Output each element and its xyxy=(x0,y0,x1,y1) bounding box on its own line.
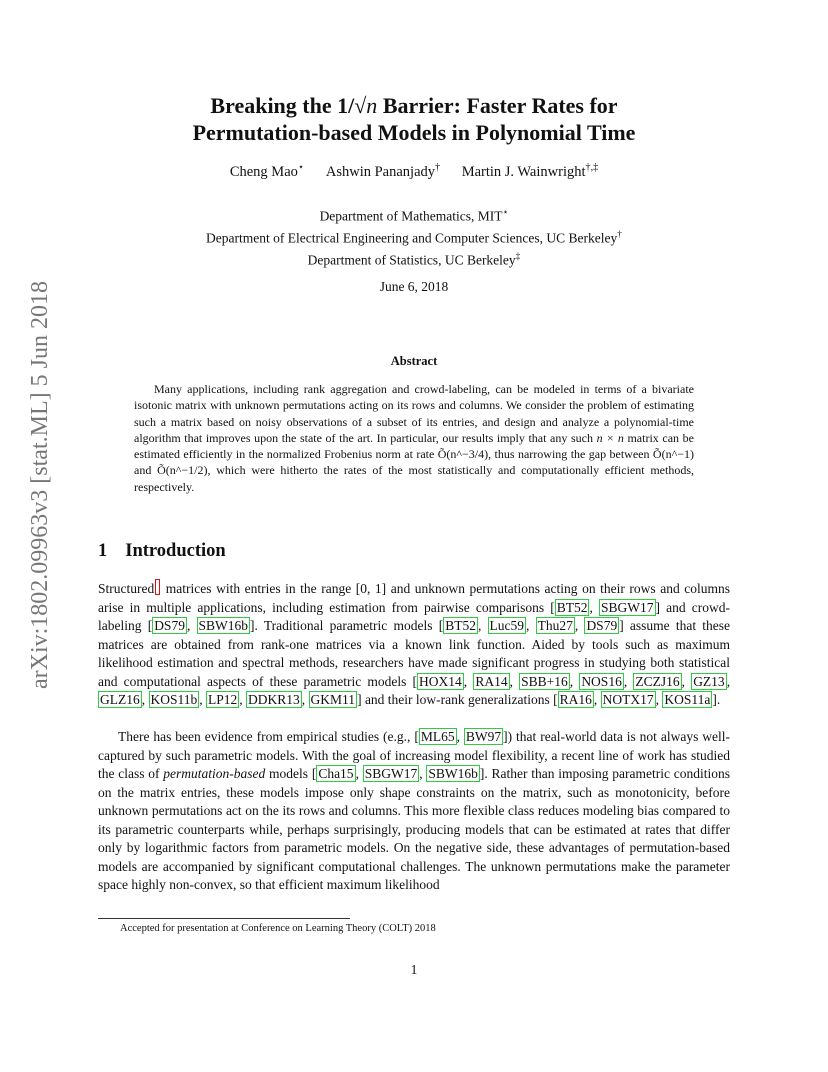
affiliation: Department of Electrical Engineering and Computer Sciences, UC Berkeley† xyxy=(206,230,622,246)
intro-paragraph-2: There has been evidence from empirical studies (e.g., [ ML65 , BW97 ]) that real-world data is not always well-captured by such parametric models. With the goal of increasing model flexibility, a recent line of work has studied the class of permutation-based models [ Cha15 , SBGW17 , SBW16b ]. Rather than imposing parametric conditions on the matrix entries, these models impose only shape constraints on the matrix, such as monotonicity, before unknown permutations act on the its rows and columns. This more flexible class reduces modeling bias compared to its parametric counterparts while, perhaps surprisingly, producing models that can be estimated at rates that differ only by logarithmic factors from parametric models. On the negative side, these advantages of permutation-based models are accompanied by significant computational challenges. The unknown permutations make the parameter space highly non-convex, so that efficient maximum likelihood xyxy=(98,729,731,892)
arxiv-identifier: arXiv:1802.09963v3 [stat.ML] 5 Jun 2018 xyxy=(27,281,53,689)
citation-group: [ DS79 , SBW16b ] xyxy=(147,618,255,633)
citation-link[interactable]: SBGW17 xyxy=(601,599,654,615)
citation-link[interactable]: NOS16 xyxy=(581,673,622,689)
intro-paragraph-1: Structured matrices with entries in the range [0, 1] and unknown permutations acting on their rows and columns arise in multiple applications, including estimation from pairwise comparisons [ BT52 , SBGW17 ] and crowd-labeling [ DS79 , SBW16b ]. Traditional parametric models [ BT52 , Luc59 , Thu27 , DS79 ] assume that these matrices are obtained from rank-one matrices via a known link function. Aided by tools such as maximum likelihood estimation and spectral methods, researchers have made significant progress in studying both statistical and computational aspects of these parametric models [ HOX14 , RA14 , SBB+16 , NOS16 , ZCZJ16 , GZ13 , GLZ16 , KOS11b , LP12 , DDKR13 , GKM11 ] and their low-rank generalizations [ RA16 , NOTX17 , KOS11a ]. xyxy=(98,581,731,707)
affiliation: Department of Statistics, UC Berkeley‡ xyxy=(307,252,521,268)
citation-link[interactable]: GLZ16 xyxy=(100,692,140,707)
section-title: Introduction xyxy=(125,541,226,561)
affiliation: Department of Mathematics, MIT⋆ xyxy=(319,208,509,224)
title-line1-post: Barrier: Faster Rates for xyxy=(377,93,618,118)
citation-link[interactable]: DDKR13 xyxy=(248,692,300,707)
citation-link[interactable]: ML65 xyxy=(420,729,455,744)
citation-link[interactable]: HOX14 xyxy=(419,673,462,689)
page-number: 1 xyxy=(410,962,418,977)
citation-link[interactable]: DS79 xyxy=(586,618,618,633)
citation-link[interactable]: LP12 xyxy=(208,692,238,707)
citation-link[interactable]: Luc59 xyxy=(489,618,525,633)
title-sqrt-n: √n xyxy=(354,93,378,118)
author: Ashwin Pananjady† xyxy=(325,162,441,180)
affiliation-list xyxy=(100,204,728,270)
title-line1-pre: Breaking the 1/ xyxy=(210,93,355,118)
title-line2: Permutation-based Models in Polynomial Time xyxy=(192,120,636,145)
paper-title xyxy=(100,92,728,146)
citation-group: [ BT52 , Luc59 , Thu27 , DS79 ] xyxy=(438,618,624,633)
footnote-rule xyxy=(98,918,350,919)
abstract-text: Many applications, including rank aggregation and crowd-labeling, can be modeled in terms of a bivariate isotonic matrix with unknown permutations acting on its rows and columns. We consider the problem of estimating such a matrix based on noisy observations of a subset of its entries, and design and analyze a polynomial-time algorithm that improves upon the state of the art. In particular, our results imply that any such n × n matrix can be estimated efficiently in the normalized Frobenius norm at rate Õ(n^−3/4), thus narrowing the gap between Õ(n^−1) and Õ(n^−1/2), which were hitherto the rates of the most statistically and computationally efficient methods, respectively. xyxy=(134,382,695,494)
citation-group: [ ML65 , BW97 ] xyxy=(414,729,508,744)
section-number: 1 xyxy=(98,541,108,561)
section-heading xyxy=(98,541,226,562)
emphasis-permutation-based: permutation-based xyxy=(163,766,266,781)
citation-link[interactable]: BW97 xyxy=(465,729,502,744)
footnote: Accepted for presentation at Conference on Learning Theory (COLT) 2018 xyxy=(120,923,436,934)
citation-group: [ RA16 , NOTX17 , KOS11a ] xyxy=(553,692,717,707)
citation-link[interactable]: NOTX17 xyxy=(602,692,654,707)
citation-link[interactable]: RA14 xyxy=(475,673,508,689)
citation-group: [ HOX14 , RA14 , SBB+16 , NOS16 , ZCZJ16 , GZ13 , GLZ16 , KOS11b , LP12 , DDKR13 , GKM11 ] xyxy=(100,673,731,707)
author: Cheng Mao⋆ xyxy=(229,162,305,180)
citation-link[interactable]: GKM11 xyxy=(310,692,356,707)
citation-group: [ Cha15 , SBGW17 , SBW16b ] xyxy=(311,766,485,781)
citation-link[interactable]: KOS11b xyxy=(150,692,198,707)
author: Martin J. Wainwright†,‡ xyxy=(461,162,599,180)
citation-link[interactable]: SBW16b xyxy=(198,618,249,633)
citation-link[interactable]: SBGW17 xyxy=(364,766,418,781)
citation-link[interactable]: SBB+16 xyxy=(521,673,568,689)
paper-date: June 6, 2018 xyxy=(379,279,449,294)
citation-link[interactable]: ZCZJ16 xyxy=(635,673,680,689)
citation-link[interactable]: Cha15 xyxy=(318,766,354,781)
abstract-heading: Abstract xyxy=(390,354,438,368)
citation-link[interactable]: KOS11a xyxy=(664,692,711,707)
rate-n-1: Õ(n^−1) xyxy=(652,447,694,462)
citation-group: [ BT52 , SBGW17 ] xyxy=(550,599,661,615)
author-list xyxy=(100,162,728,181)
rate-n-3-4: Õ(n^−3/4) xyxy=(437,447,489,462)
citation-link[interactable]: RA16 xyxy=(559,692,592,707)
rate-n-1-2: Õ(n^−1/2) xyxy=(157,463,208,478)
cursor-marker xyxy=(155,579,160,595)
citation-link[interactable]: BT52 xyxy=(556,599,588,615)
citation-link[interactable]: GZ13 xyxy=(693,673,725,689)
citation-link[interactable]: BT52 xyxy=(445,618,476,633)
citation-link[interactable]: Thu27 xyxy=(537,618,573,633)
math-n-by-n: n × n xyxy=(596,430,624,445)
citation-link[interactable]: DS79 xyxy=(154,618,185,633)
citation-link[interactable]: SBW16b xyxy=(428,766,478,781)
